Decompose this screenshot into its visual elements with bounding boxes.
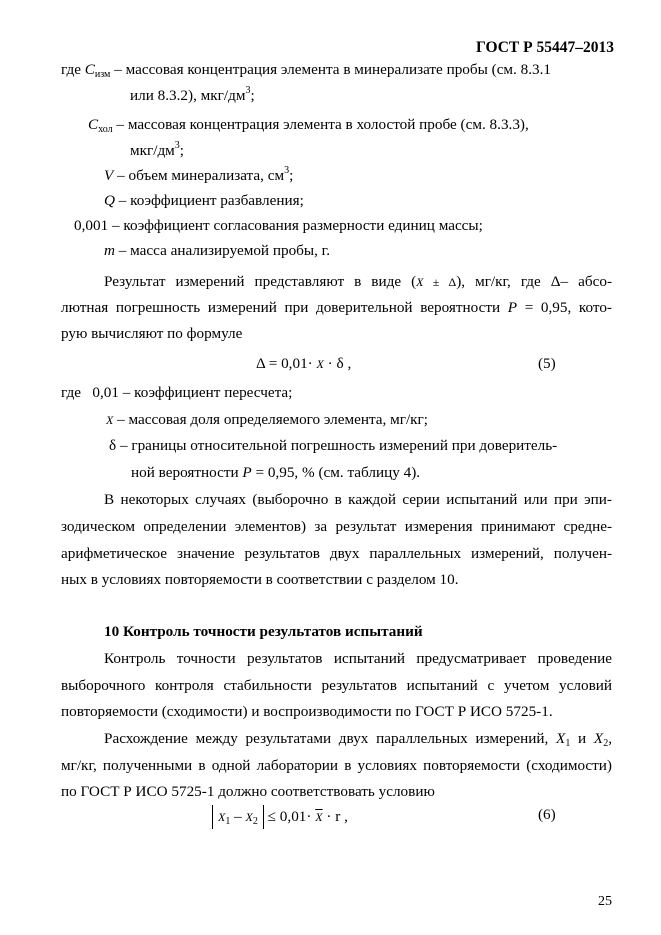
section-p1-line1: Контроль точности результатов испытаний предусматривает проведение: [104, 650, 612, 667]
section-p1-line2: выборочного контроля стабильности результатов испытаний с учетом условий: [61, 677, 612, 694]
formula-5: Δ = 0,01· X · δ ,: [256, 355, 352, 372]
definition-m: m – масса анализируемой пробы, г.: [104, 242, 330, 259]
document-header: ГОСТ Р 55447–2013: [476, 39, 614, 56]
section-p2-line2: мг/кг, полученными в одной лаборатории в условиях повторяемости (сходимости): [61, 757, 612, 774]
section-p2-line1: Расхождение между результатами двух параллельных измерений, $X_1$ и $X_2$,: [104, 730, 612, 749]
definition-v: V – объем минерализата, $см^3$;: [104, 165, 294, 184]
definition-c-hol-continued: мкг/$дм^3$;: [130, 140, 185, 159]
page-number: 25: [598, 894, 612, 909]
paragraph-cases-line4: ных в условиях повторяемости в соответствии с разделом 10.: [61, 571, 459, 588]
definition-coef-pereschet: где 0,01 – коэффициент пересчета;: [61, 384, 293, 401]
definition-c-hol: $C_{хол}$ – массовая концентрация элемента в холостой пробе (см. 8.3.3),: [88, 116, 529, 135]
formula-5-number: (5): [538, 355, 556, 372]
abs-value-bars: $X_1 - X_2$: [212, 807, 264, 827]
formula-6-number: (6): [538, 806, 556, 823]
definition-delta-continued: ной вероятности P = 0,95, % (см. таблицу 4).: [131, 464, 421, 481]
paragraph-cases-line2: зодическом определении элементов) за результат измерения принимают средне-: [61, 518, 612, 535]
paragraph-cases-line1: В некоторых случаях (выборочно в каждой серии испытаний или при эпи-: [104, 491, 612, 508]
definition-q: Q – коэффициент разбавления;: [104, 192, 304, 209]
definition-coefficient: 0,001 – коэффициент согласования размерности единиц массы;: [74, 217, 483, 234]
formula-6: $X_1 - X_2 \le 0,01\cdot \overline{X} \cdot r$ ,: [212, 807, 348, 827]
section-p2-line3: по ГОСТ Р ИСО 5725-1 должно соответствовать условию: [61, 783, 435, 800]
definition-delta: δ – границы относительной погрешность измерений при доверитель-: [109, 437, 558, 454]
definition-c-izm: где $C_{изм}$ – массовая концентрация элемента в минерализате пробы (см. 8.3.1: [61, 61, 552, 80]
paragraph-result-line1: Результат измерений представляют в виде (X ± Δ), мг/кг, где Δ– абсо-: [104, 273, 613, 290]
paragraph-result-line2: лютная погрешность измерений при доверительной вероятности P = 0,95, кото-: [61, 299, 612, 316]
definition-c-izm-continued: или 8.3.2), мкг/$дм^3$;: [130, 85, 255, 104]
section-heading: 10 Контроль точности результатов испытаний: [104, 623, 423, 640]
paragraph-cases-line3: арифметическое значение результатов двух параллельных измерений, получен-: [61, 545, 612, 562]
definition-x: X – массовая доля определяемого элемента, мг/кг;: [106, 411, 428, 428]
paragraph-result-line3: рую вычисляют по формуле: [61, 325, 243, 342]
section-p1-line3: повторяемости (сходимости) и воспроизводимости по ГОСТ Р ИСО 5725-1.: [61, 703, 553, 720]
